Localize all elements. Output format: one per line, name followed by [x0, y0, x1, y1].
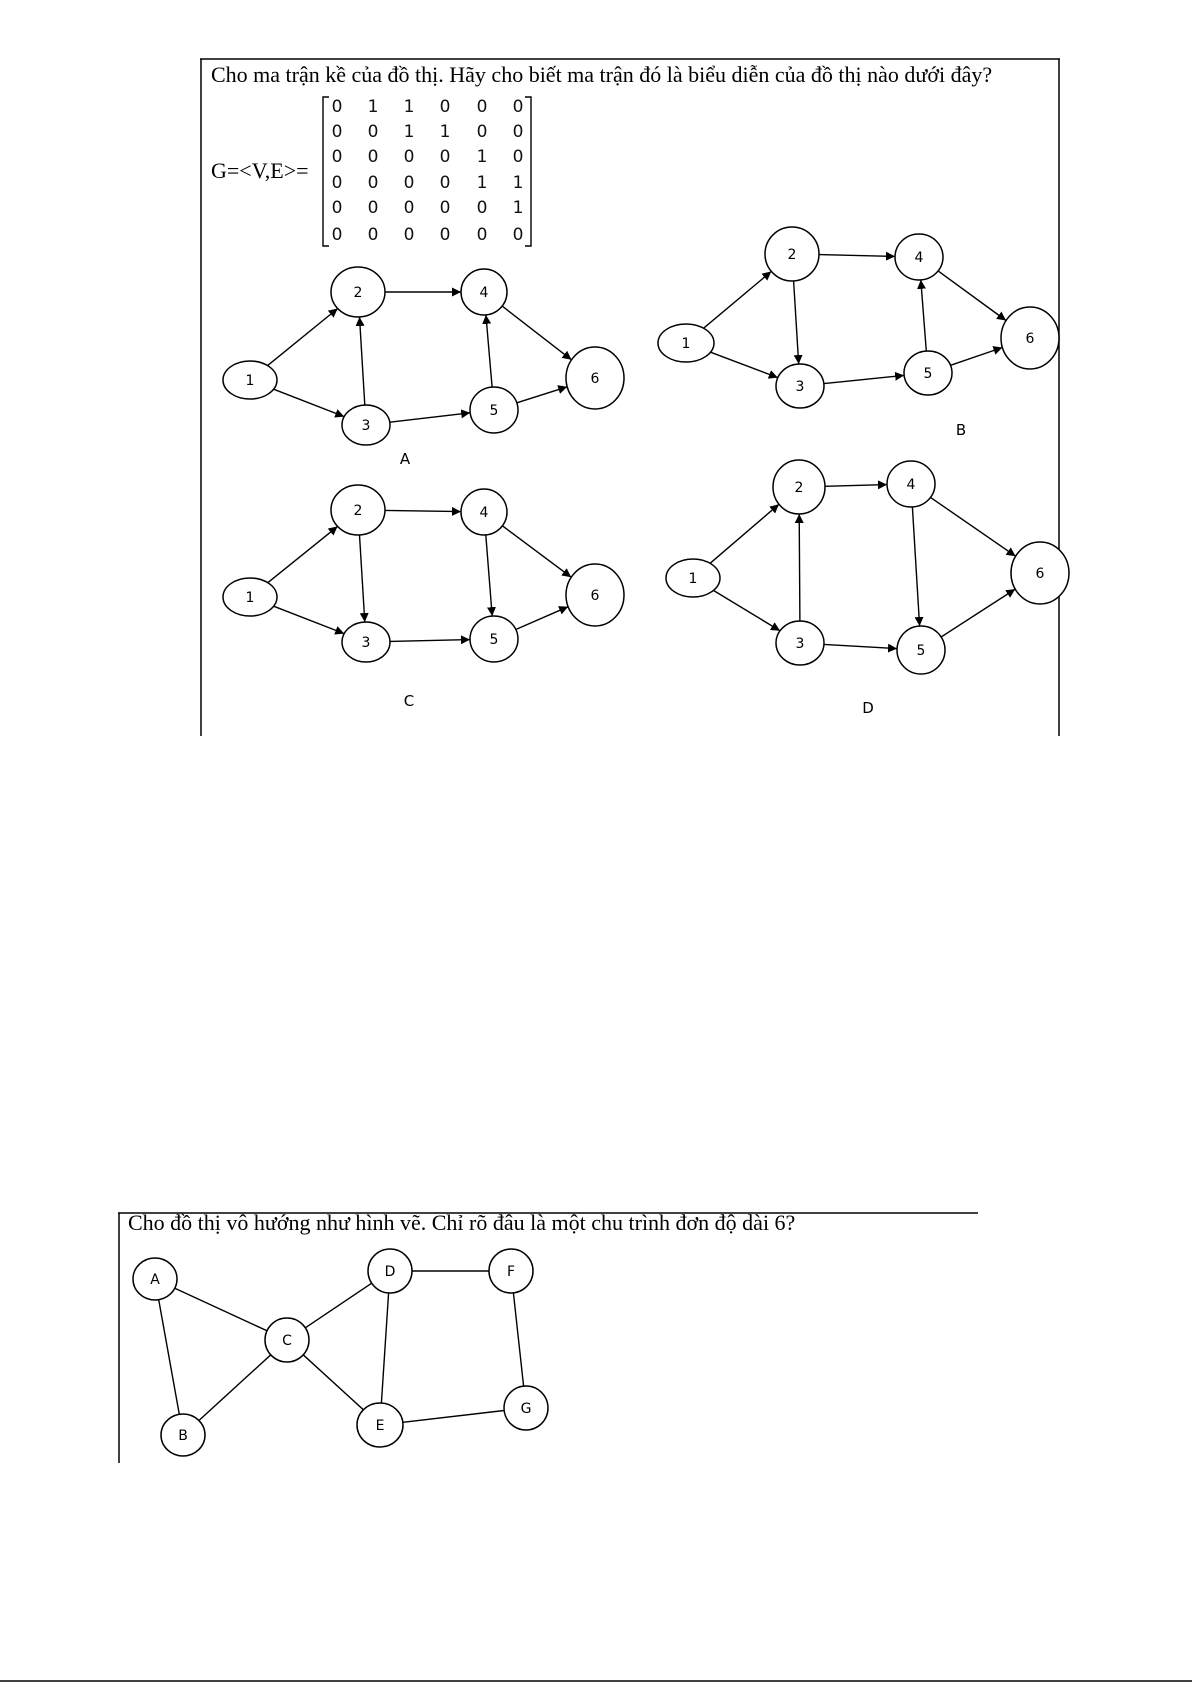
matrix-cell: 1 — [512, 198, 524, 218]
node-label: 1 — [681, 336, 691, 352]
edge-1-2 — [710, 504, 779, 563]
matrix-cell: 0 — [439, 147, 451, 167]
matrix-cell: 0 — [331, 225, 343, 245]
node-label: 2 — [353, 503, 363, 519]
edge-C-D — [305, 1283, 371, 1328]
matrix-cell: 0 — [331, 173, 343, 193]
node-label: 1 — [245, 373, 255, 389]
edge-4-6 — [938, 271, 1006, 321]
matrix-cell: 0 — [476, 122, 488, 142]
node-label: 6 — [1035, 566, 1045, 582]
edge-1-2 — [268, 526, 338, 582]
matrix-cell: 0 — [512, 97, 524, 117]
edge-5-6 — [516, 607, 568, 630]
edge-2-3 — [360, 535, 365, 622]
matrix-cell: 0 — [331, 198, 343, 218]
option-label: D — [862, 699, 874, 717]
question2-graph — [133, 1249, 548, 1456]
edge-2-3 — [794, 281, 799, 364]
edge-5-6 — [517, 387, 567, 403]
matrix-cell: 0 — [512, 225, 524, 245]
matrix-cell: 1 — [403, 97, 415, 117]
matrix-cell: 1 — [476, 173, 488, 193]
node-label: 4 — [914, 250, 924, 266]
edge-C-E — [303, 1355, 363, 1410]
edge-E-G — [403, 1411, 504, 1423]
matrix-cell: 0 — [512, 147, 524, 167]
node-label: 3 — [795, 379, 805, 395]
edge-3-5 — [824, 375, 904, 383]
matrix-cell: 0 — [476, 198, 488, 218]
question2-frame — [118, 1213, 978, 1463]
matrix-cell: 0 — [403, 173, 415, 193]
node-label: 1 — [688, 571, 698, 587]
matrix-cell: 0 — [403, 225, 415, 245]
matrix-label: G=<V,E>= — [211, 158, 309, 183]
matrix-cell: 0 — [476, 97, 488, 117]
option-label: B — [955, 421, 967, 439]
edge-4-5 — [486, 535, 492, 616]
edge-5-6 — [941, 589, 1015, 637]
matrix-cell: 0 — [439, 173, 451, 193]
matrix-cell: 0 — [476, 225, 488, 245]
edge-1-3 — [274, 606, 345, 633]
node-label: 2 — [794, 480, 804, 496]
edge-F-G — [513, 1293, 523, 1386]
edge-A-C — [175, 1288, 267, 1331]
matrix-cells — [332, 97, 524, 245]
edge-5-4 — [921, 280, 927, 351]
matrix-cell: 0 — [439, 97, 451, 117]
node-label: 4 — [479, 285, 489, 301]
node-label: 5 — [923, 366, 933, 382]
edge-2-4 — [385, 510, 461, 511]
edge-4-5 — [912, 507, 919, 626]
edge-5-6 — [951, 348, 1003, 366]
edge-4-6 — [502, 526, 571, 577]
node-label: 1 — [245, 590, 255, 606]
option-label: C — [403, 692, 415, 710]
question1-text: Cho ma trận kề của đồ thị. Hãy cho biết ma trận đó là biểu diễn của đồ thị nào dưới đây? — [211, 62, 993, 87]
node-label: 3 — [795, 636, 805, 652]
matrix-cell: 0 — [367, 122, 379, 142]
matrix-cell: 0 — [367, 198, 379, 218]
edge-B-C — [199, 1355, 271, 1421]
node-label: 3 — [361, 418, 371, 434]
matrix-cell: 0 — [331, 122, 343, 142]
node-label: 6 — [590, 588, 600, 604]
node-label: 6 — [590, 371, 600, 387]
node-label: 3 — [361, 635, 371, 651]
question1-options — [223, 227, 1069, 717]
matrix-cell: 1 — [512, 173, 524, 193]
edge-3-2 — [799, 514, 800, 621]
edge-2-4 — [819, 255, 895, 257]
node-label: G — [520, 1401, 532, 1417]
edge-4-6 — [502, 306, 571, 360]
matrix-cell: 1 — [439, 122, 451, 142]
edge-1-2 — [704, 271, 772, 328]
edge-3-5 — [390, 640, 470, 642]
node-label: B — [178, 1428, 188, 1444]
edge-1-3 — [713, 590, 780, 630]
matrix-right-bracket — [525, 97, 531, 246]
node-label: F — [506, 1264, 516, 1280]
edge-3-2 — [360, 317, 365, 405]
node-label: A — [150, 1272, 160, 1288]
node-label: 4 — [906, 477, 916, 493]
edge-1-3 — [274, 389, 345, 416]
matrix-cell: 0 — [403, 198, 415, 218]
edge-4-6 — [931, 497, 1016, 556]
matrix-cell: 0 — [331, 147, 343, 167]
edge-1-2 — [268, 309, 338, 366]
matrix-cell: 0 — [367, 225, 379, 245]
option-graph-b — [658, 227, 1059, 439]
matrix-cell: 0 — [331, 97, 343, 117]
option-graph-a — [223, 267, 624, 468]
matrix-cell: 0 — [512, 122, 524, 142]
option-graph-d — [666, 460, 1069, 717]
edge-1-3 — [711, 352, 778, 377]
matrix-cell: 1 — [367, 97, 379, 117]
matrix-cell: 1 — [403, 122, 415, 142]
matrix-cell: 0 — [439, 198, 451, 218]
edge-2-4 — [825, 485, 887, 487]
edge-A-B — [159, 1300, 180, 1415]
node-label: D — [384, 1264, 396, 1280]
node-label: 4 — [479, 505, 489, 521]
matrix-cell: 0 — [367, 147, 379, 167]
node-label: 2 — [787, 247, 797, 263]
matrix-left-bracket — [323, 97, 329, 246]
node-label: 6 — [1025, 331, 1035, 347]
node-label: 2 — [353, 285, 363, 301]
node-label: E — [375, 1418, 385, 1434]
matrix-cell: 0 — [439, 225, 451, 245]
matrix-cell: 1 — [476, 147, 488, 167]
edge-5-4 — [486, 315, 492, 387]
node-label: 5 — [489, 403, 499, 419]
matrix-cell: 0 — [403, 147, 415, 167]
question2-text: Cho đồ thị vô hướng như hình vẽ. Chỉ rõ đâu là một chu trình đơn độ dài 6? — [128, 1210, 796, 1235]
node-label: 5 — [916, 643, 926, 659]
option-label: A — [399, 450, 411, 468]
option-graph-c — [223, 485, 624, 710]
edge-3-5 — [824, 644, 897, 648]
edge-D-E — [381, 1293, 388, 1403]
node-label: 5 — [489, 632, 499, 648]
matrix-cell: 0 — [367, 173, 379, 193]
adjacency-matrix — [211, 97, 531, 246]
edge-3-5 — [390, 413, 470, 422]
node-label: C — [282, 1333, 292, 1349]
